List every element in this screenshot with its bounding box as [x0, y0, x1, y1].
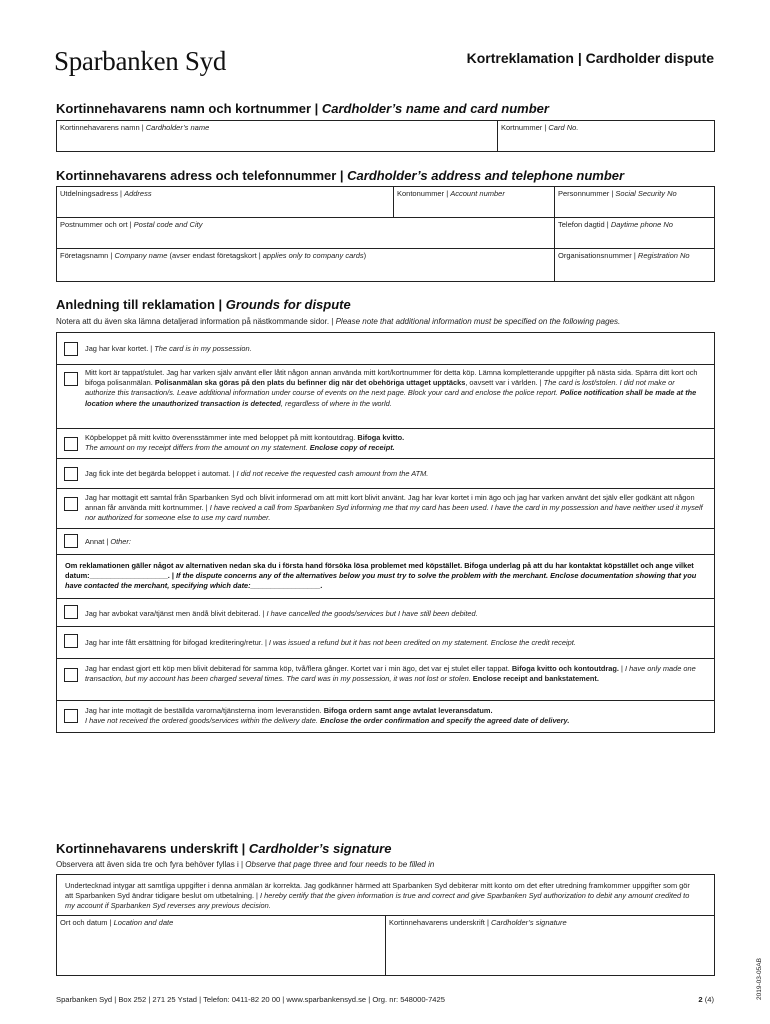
- signature-note: Observera att även sida tre och fyra behöver fyllas i | Observe that page three and four needs to be filled in: [56, 860, 435, 869]
- dispute-option-cancelled-goods: [57, 599, 714, 627]
- checkbox[interactable]: [64, 467, 78, 481]
- page-title: Kortreklamation | Cardholder dispute: [466, 50, 714, 66]
- signature-field[interactable]: Kortinnehavarens underskrift | Cardholder’s signature: [389, 918, 567, 927]
- checkbox[interactable]: [64, 634, 78, 648]
- dispute-option-other: [57, 529, 714, 555]
- notice-text: Om reklamationen gäller något av alternativen nedan ska du i första hand försöka lösa problemet med köpstället. Bifoga underlag på att du har kontaktat köpstället och ange vilket datum:___________________. | If the dispute concerns any of the alternatives below you must try to solve the problem with the merchant. Enclose documentation showing that you have contacted the merchant, specifying which date:_________________.: [65, 561, 697, 591]
- option-label: Köpbeloppet på mitt kvitto överensstämmer inte med beloppet på mitt kontoutdrag. Bifoga kvitto. The amount on my receipt differs from the amount on my statement. Enclose copy of receipt.: [85, 433, 405, 453]
- option-label: Jag har avbokat vara/tjänst men ändå blivit debiterad. | I have cancelled the goods/services but I have still been debited.: [85, 609, 478, 618]
- logo: Sparbanken Syd: [54, 46, 227, 76]
- checkbox[interactable]: [64, 534, 78, 548]
- checkbox[interactable]: [64, 497, 78, 511]
- dispute-option-card-lost-stolen: [57, 365, 714, 429]
- checkbox[interactable]: [64, 372, 78, 386]
- footer-contact: Sparbanken Syd | Box 252 | 271 25 Ystad | Telefon: 0411-82 20 00 | www.sparbankensyd.se | Org. nr: 548000-7425: [56, 995, 445, 1004]
- grounds-note: Notera att du även ska lämna detaljerad information på nästkommande sidor. | Please note that additional information must be specified on the following pages.: [56, 317, 621, 326]
- name-card-box: [56, 120, 715, 152]
- section-title-grounds: Anledning till reklamation | Grounds for dispute: [56, 297, 351, 312]
- address-field[interactable]: Utdelningsadress | Address: [60, 189, 152, 198]
- section-title-name-card: Kortinnehavarens namn och kortnummer | Cardholder’s name and card number: [56, 101, 549, 116]
- daytime-phone-field[interactable]: Telefon dagtid | Daytime phone No: [558, 220, 673, 229]
- option-label: Jag har inte mottagit de beställda varorna/tjänsterna inom leveranstiden. Bifoga ordern samt ange avtalat leveransdatum. I have not received the ordered goods/services within the delivery date. Enclose the order confirmation and specify the agreed date of delivery.: [85, 706, 570, 726]
- signature-box: [56, 874, 715, 976]
- section-title-signature: Kortinnehavarens underskrift | Cardholder’s signature: [56, 841, 392, 856]
- dispute-option-atm-cash: [57, 459, 714, 489]
- checkbox[interactable]: [64, 605, 78, 619]
- certification-text: Undertecknad intygar att samtliga uppgifter i denna anmälan är korrekta. Jag godkänner härmed att Sparbanken Syd debiterar mitt konto om det efter utredning framkommer uppgifter som gör att Sparbanken Syd ändrar tidigare beslut om utbetalning. | I hereby certify that the given information is true and correct and give Sparbanken Syd authorization to debit any amount credited to my account if Sparbanken Syd reverses any previous decision.: [65, 881, 690, 911]
- checkbox[interactable]: [64, 437, 78, 451]
- card-number-field[interactable]: Kortnummer | Card No.: [501, 123, 579, 132]
- checkbox[interactable]: [64, 668, 78, 682]
- dispute-option-amount-differs: [57, 429, 714, 459]
- checkbox[interactable]: [64, 709, 78, 723]
- dispute-option-refund-not-credited: [57, 627, 714, 659]
- registration-number-field[interactable]: Organisationsnummer | Registration No: [558, 251, 690, 260]
- dispute-option-call-from-bank: [57, 489, 714, 529]
- option-label: Jag har endast gjort ett köp men blivit debiterad för samma köp, två/flera gånger. Kortet var i min ägo, det var ej stulet eller tappat. Bifoga kvitto och kontoutdrag. | I have only made one transaction, but my account has been charged several times. The card was in my possession, it was not lost or stolen. Enclose receipt and bankstatement.: [85, 664, 696, 684]
- option-label: Annat | Other:: [85, 537, 131, 546]
- option-label: Jag har kvar kortet. | The card is in my possession.: [85, 344, 252, 353]
- section-title-address-phone: Kortinnehavarens adress och telefonnummer | Cardholder’s address and telephone number: [56, 168, 625, 183]
- cardholder-name-field[interactable]: Kortinnehavarens namn | Cardholder’s name: [60, 123, 210, 132]
- merchant-contact-notice: [57, 555, 714, 599]
- dispute-option-charged-multiple-times: [57, 659, 714, 701]
- option-label: Jag fick inte det begärda beloppet i automat. | I did not receive the requested cash amount from the ATM.: [85, 469, 429, 478]
- dispute-option-goods-not-received: [57, 701, 714, 732]
- company-name-field[interactable]: Företagsnamn | Company name (avser endast företagskort | applies only to company cards): [60, 251, 367, 260]
- checkbox[interactable]: [64, 342, 78, 356]
- ssn-field[interactable]: Personnummer | Social Security No: [558, 189, 677, 198]
- option-label: Mitt kort är tappat/stulet. Jag har varken själv använt eller låtit någon annan använda mitt kort/kortnummer för detta köp. Lämna kompletterande uppgifter på nästa sida. Spärra ditt kort och bifoga polisanmälan. Polisanmälan ska göras på den plats du befinner dig när det obehöriga uttaget upptäcks, oavsett var i världen. | The card is lost/stolen. I did not make or authorize this transaction/s. Leave additional information under course of events on the next page. Block your card and enclose the police report. Police notification shall be made at the location where the unauthorized transaction is detected, regardless of where in the world.: [85, 368, 698, 408]
- option-label: Jag har mottagit ett samtal från Sparbanken Syd och blivit informerad om att mitt kort blivit använt. Jag har kvar kortet i min ägo och jag har varken använt det själv eller godkänt att någon annan får använda mitt kortnummer. | I have recived a call from Sparbanken Syd informing me that my card has been used. I have the card in my possession and have neither used it myself nor authorized for someone else to use my card number.: [85, 493, 703, 523]
- option-label: Jag har inte fått ersättning för bifogad kreditering/retur. | I was issued a refund but it has not been credited on my statement. Enclose the credit receipt.: [85, 638, 576, 647]
- account-number-field[interactable]: Kontonummer | Account number: [397, 189, 505, 198]
- address-phone-box: [56, 186, 715, 282]
- grounds-list: [56, 332, 715, 733]
- version-code: 2019-03-05AB: [756, 958, 763, 1000]
- location-date-field[interactable]: Ort och datum | Location and date: [60, 918, 174, 927]
- postal-code-city-field[interactable]: Postnummer och ort | Postal code and City: [60, 220, 203, 229]
- page-number: 2 (4): [698, 995, 714, 1004]
- dispute-option-card-in-possession: [57, 333, 714, 365]
